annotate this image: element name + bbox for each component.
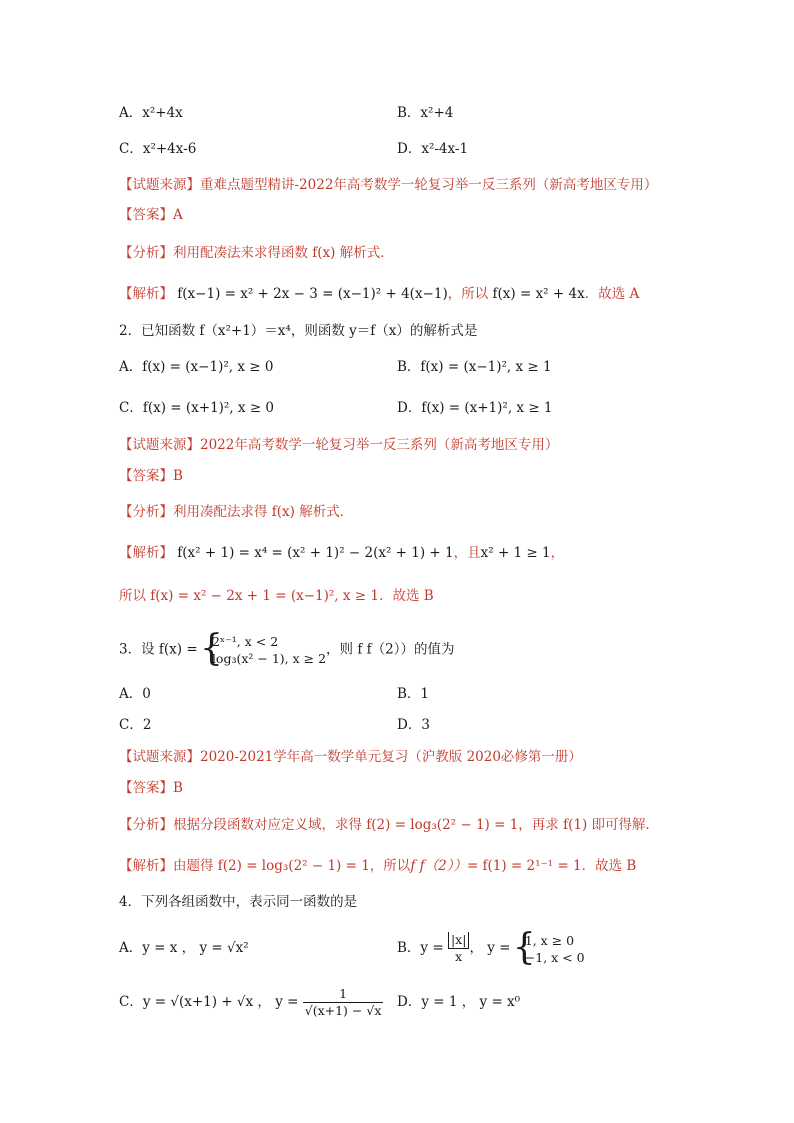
q3-option-b: B．1 [397,686,430,702]
q1-option-b-text: x²+4 [420,105,454,121]
q4-b-fraction: $\frac{|x|}{x}$ [448,932,469,965]
source-tag: 【试题来源】 [119,177,200,193]
q2-option-d: D．f(x) = (x+1)², x ≥ 1 [397,400,553,416]
q4-option-d: D．y = 1 ， y = x⁰ [397,994,521,1010]
q1-option-c: C．x²+4x-6 [119,141,197,157]
q3-source: 【试题来源】2020-2021学年高一数学单元复习（沪教版 2020必修第一册） [119,749,582,765]
q2-source: 【试题来源】2022年高考数学一轮复习举一反三系列（新高考地区专用） [119,437,559,453]
q1-option-a: A．x²+4x [119,105,183,121]
source-text: 重难点题型精讲-2022年高考数学一轮复习举一反三系列（新高考地区专用） [200,177,658,193]
q2-option-c: C．f(x) = (x+1)², x ≥ 0 [119,400,275,416]
solution-math-2: f(x) = x² + 4x [492,286,585,302]
q4-c-fraction: $\frac{1}{√(x+1) - √x}$ [304,986,382,1018]
q3-option-a: A．0 [119,686,151,702]
q3-stem: 3．设 f(x) = { 2ˣ⁻¹, x < 2 log₃(x² − 1), x ≥ 2 ，则 f f（2））的值为 [119,633,719,667]
q2-stem: 2．已知函数 f（x²+1）＝x⁴，则函数 y＝f（x）的解析式是 [119,323,478,339]
q2-option-a: A．f(x) = (x−1)², x ≥ 0 [119,359,274,375]
q4-b-piecewise: { 1, x ≥ 0 −1, x < 0 [515,932,585,966]
q1-analysis [119,243,719,263]
q4-option-c: C．y = √(x+1) + √x ， y = $\frac{1}{√(x+1) - √x}$ [119,986,382,1018]
solution-tag: 【解析】 [119,286,173,302]
q3-analysis: 【分析】根据分段函数对应定义域，求得 f(2) = log₃(2² − 1) = 1，再求 f(1) 即可得解． [119,817,660,833]
answer-tag: 【答案】 [119,207,173,223]
q2-option-b: B．f(x) = (x−1)², x ≥ 1 [397,359,552,375]
q3-answer: 【答案】B [119,780,183,796]
q2-solution-line-2: 所以 f(x) = x² − 2x + 1 = (x−1)², x ≥ 1．故选 B [119,588,434,604]
q1-source [119,175,719,195]
analysis-tag: 【分析】 [119,245,173,261]
q2-answer: 【答案】B [119,468,183,484]
solution-math: f(x−1) = x² + 2x − 3 = (x−1)² + 4(x−1) [177,286,448,302]
q3-piecewise: { 2ˣ⁻¹, x < 2 log₃(x² − 1), x ≥ 2 [202,633,326,667]
q1-option-d: D．x²-4x-1 [397,141,469,157]
q3-option-d: D．3 [397,717,430,733]
analysis-text: 利用配凑法来求得函数 f(x) 解析式． [173,245,394,261]
q1-option-c-text: x²+4x-6 [142,141,197,157]
q4-option-b: B．y = $\frac{|x|}{x}$ ， y = { 1, x ≥ 0 −1, x < 0 [397,928,585,968]
q4-stem: 4．下列各组函数中，表示同一函数的是 [119,894,358,910]
q3-func: f(x) = [158,641,198,658]
q3-option-c: C．2 [119,717,152,733]
q4-option-a: A．y = x ， y = √x² [119,940,249,956]
q1-solution: 【解析】 f(x−1) = x² + 2x − 3 = (x−1)² + 4(x−1)，所以 f(x) = x² + 4x．故选 A [119,286,640,302]
q1-answer [119,205,719,225]
q1-option-b: B．x²+4 [397,105,454,121]
q1-option-a-text: x²+4x [142,105,183,121]
q2-solution: 【解析】 f(x² + 1) = x⁴ = (x² + 1)² − 2(x² + 1) + 1，且x² + 1 ≥ 1， [119,545,565,561]
q2-analysis: 【分析】利用凑配法求得 f(x) 解析式． [119,504,354,520]
q3-solution: 【解析】由题得 f(2) = log₃(2² − 1) = 1，所以f f（2））= f(1) = 2¹⁻¹ = 1．故选 B [119,858,637,874]
q1-option-d-text: x²-4x-1 [421,141,469,157]
answer-text: A [173,207,183,223]
